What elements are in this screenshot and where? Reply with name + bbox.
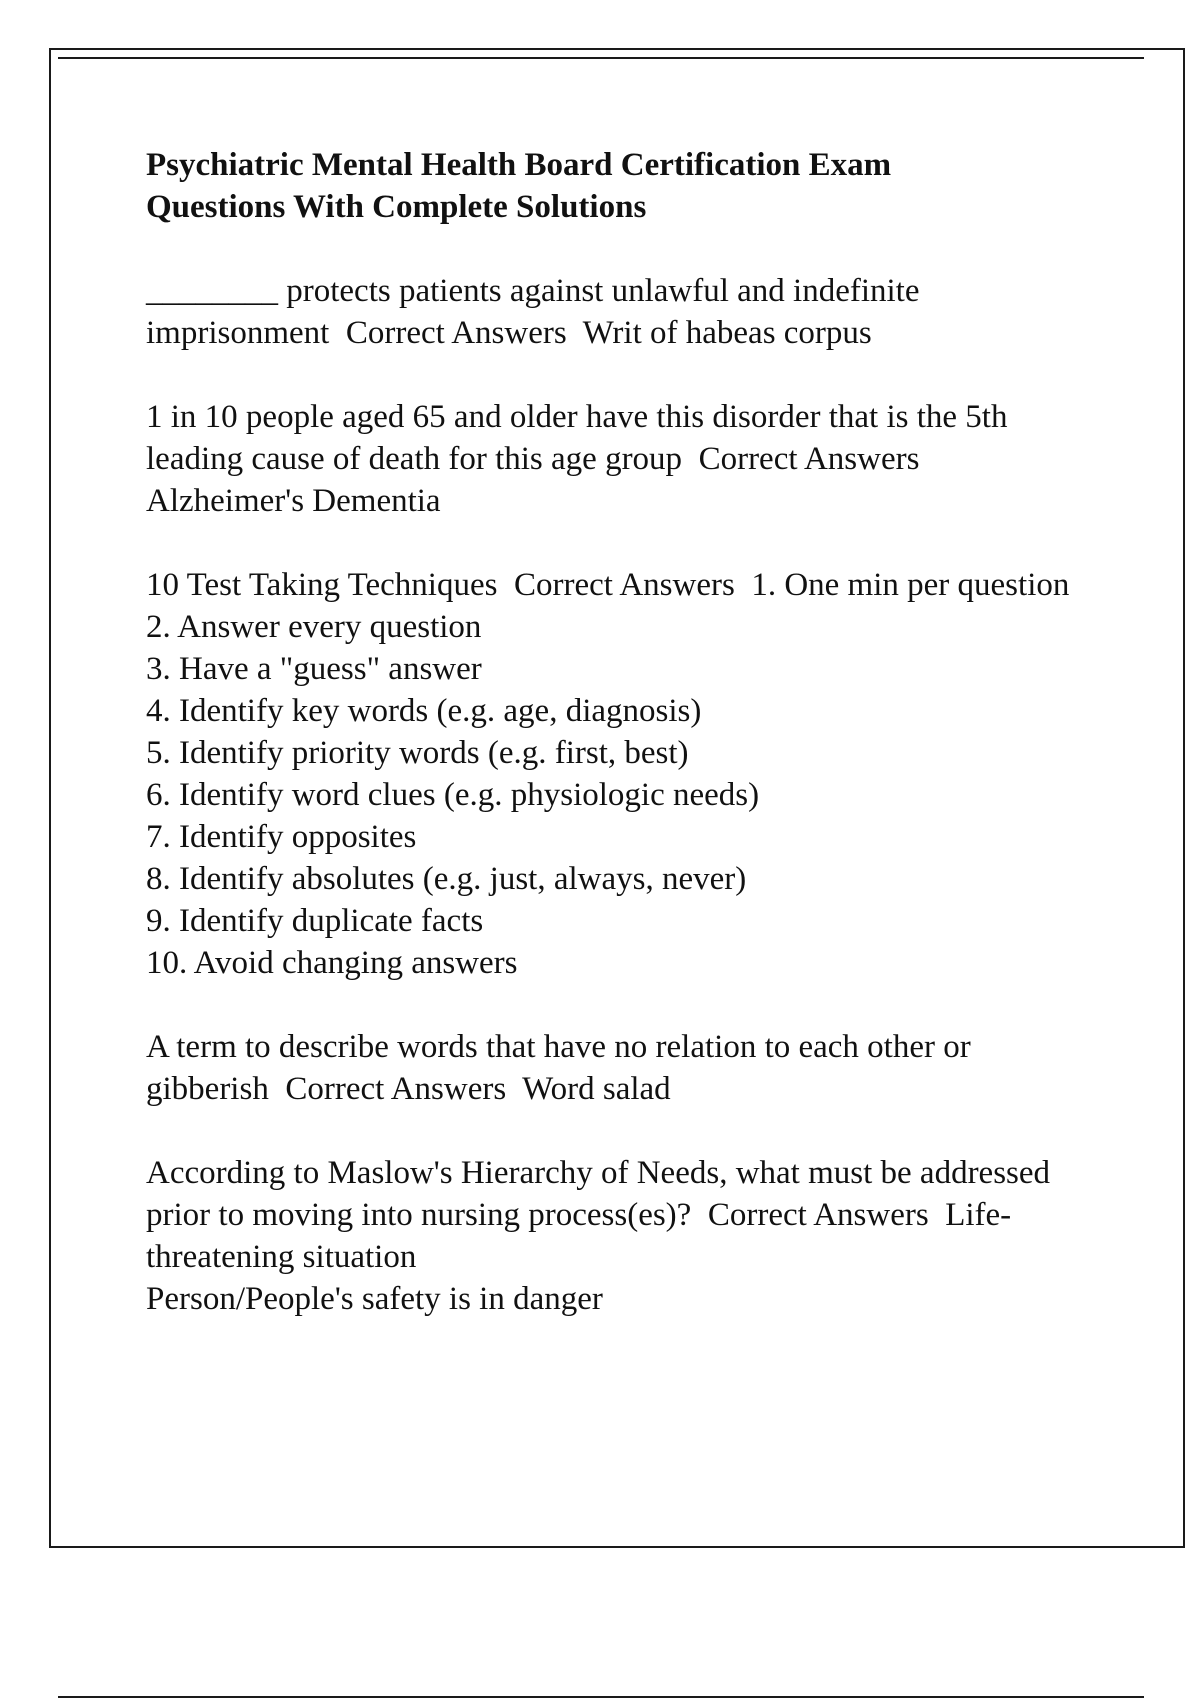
answer-text: Word salad <box>522 1071 671 1107</box>
answer-extra-text: Person/People's safety is in danger <box>146 1281 603 1317</box>
qa-item <box>146 1152 1076 1320</box>
title-line-1: Psychiatric Mental Health Board Certification Exam <box>146 147 892 183</box>
answer-list-item: 4. Identify key words (e.g. age, diagnosis) <box>146 693 702 729</box>
answer-list-item: 6. Identify word clues (e.g. physiologic needs) <box>146 777 760 813</box>
answer-text: Alzheimer's Dementia <box>146 483 441 519</box>
question-text: A term to describe words that have no relation to each other or gibberish <box>146 1029 971 1107</box>
answer-list-item: 8. Identify absolutes (e.g. just, always, never) <box>146 861 747 897</box>
answer-list-item: 10. Avoid changing answers <box>146 945 518 981</box>
answer-list-item: 2. Answer every question <box>146 609 482 645</box>
answer-text: Writ of habeas corpus <box>582 315 872 351</box>
answer-marker: Correct Answers <box>698 441 920 477</box>
answer-list-item: 7. Identify opposites <box>146 819 417 855</box>
answer-text: 1. One min per question <box>751 567 1070 603</box>
qa-item <box>146 1026 1076 1110</box>
qa-item <box>146 396 1076 522</box>
answer-marker: Correct Answers <box>285 1071 507 1107</box>
document-body <box>146 144 1076 1362</box>
qa-item <box>146 270 1076 354</box>
question-text: According to Maslow's Hierarchy of Needs, what must be addressed prior to moving into nursing process(es)? <box>146 1155 1051 1233</box>
answer-marker: Correct Answers <box>707 1197 929 1233</box>
document-title <box>146 144 1076 228</box>
question-text: ________ protects patients against unlawful and indefinite imprisonment <box>146 273 920 351</box>
question-text: 10 Test Taking Techniques <box>146 567 498 603</box>
title-line-2: Questions With Complete Solutions <box>146 189 647 225</box>
answer-list-item: 9. Identify duplicate facts <box>146 903 484 939</box>
answer-text: Life-threatening situation <box>146 1197 1012 1275</box>
answer-list-item: 5. Identify priority words (e.g. first, best) <box>146 735 689 771</box>
answer-marker: Correct Answers <box>345 315 567 351</box>
question-text: 1 in 10 people aged 65 and older have this disorder that is the 5th leading cause of death for this age group <box>146 399 1008 477</box>
answer-list-item: 3. Have a "guess" answer <box>146 651 482 687</box>
answer-marker: Correct Answers <box>513 567 735 603</box>
bottom-rule <box>58 1696 1144 1698</box>
qa-item <box>146 564 1076 984</box>
